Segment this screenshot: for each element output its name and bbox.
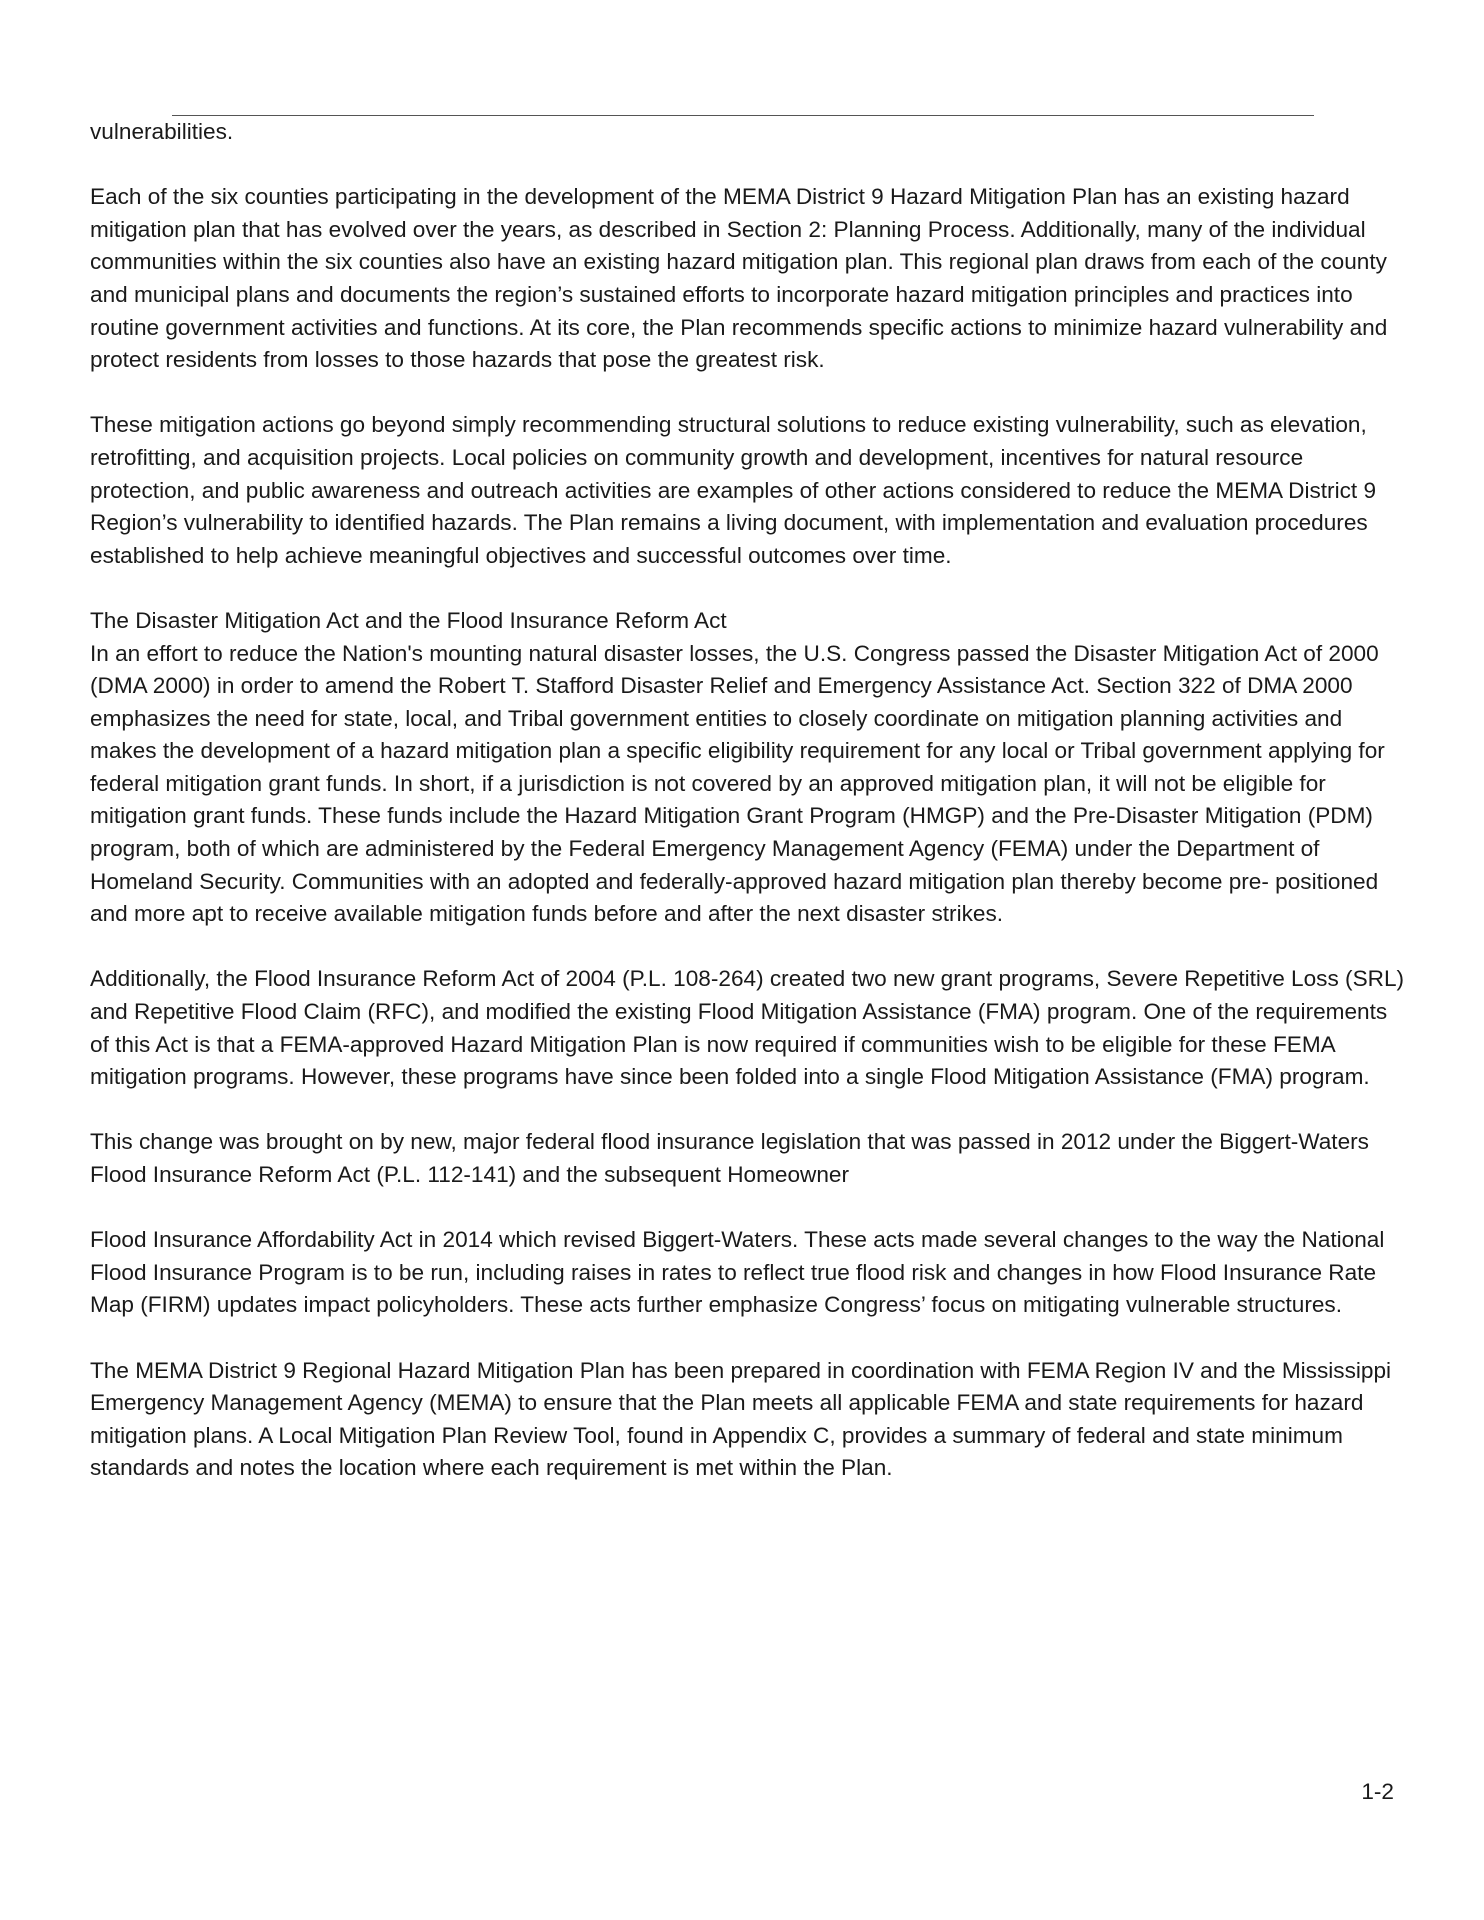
- paragraph-mitigation-actions: These mitigation actions go beyond simply recommending structural solutions to reduce existing vulnerability, such as elevation, retrofitting, and acquisition projects. Local policies on community growth and development, incentives for natural resource protection, and public awareness and outreach activities are examples of other actions considered to reduce the MEMA District 9 Region’s vulnerability to identified hazards. The Plan remains a living document, with implementation and evaluation procedures established to help achieve meaningful objectives and successful outcomes over time.: [90, 412, 1377, 568]
- paragraph-biggert-waters: This change was brought on by new, major federal flood insurance legislation that was passed in 2012 under the Biggert-Waters Flood Insurance Reform Act (P.L. 112-141) and the subsequent Homeowner: [90, 1129, 1369, 1187]
- body-text: [90, 116, 1410, 1518]
- paragraph-dma-2000: In an effort to reduce the Nation's mounting natural disaster losses, the U.S. Congress passed the Disaster Mitigation Act of 2000 (DMA 2000) in order to amend the Robert T. Stafford Disaster Relief and Emergency Assistance Act. Section 322 of DMA 2000 emphasizes the need for state, local, and Tribal government entities to closely coordinate on mitigation planning activities and makes the development of a hazard mitigation plan a specific eligibility requirement for any local or Tribal government applying for federal mitigation grant funds. In short, if a jurisdiction is not covered by an approved mitigation plan, it will not be eligible for mitigation grant funds. These funds include the Hazard Mitigation Grant Program (HMGP) and the Pre-Disaster Mitigation (PDM) program, both of which are administered by the Federal Emergency Management Agency (FEMA) under the Department of Homeland Security. Communities with an adopted and federally-approved hazard mitigation plan thereby become pre- positioned and more apt to receive available mitigation funds before and after the next disaster strikes.: [90, 640, 1385, 927]
- paragraph-flood-insurance-reform: Additionally, the Flood Insurance Reform Act of 2004 (P.L. 108-264) created two new grant programs, Severe Repetitive Loss (SRL) and Repetitive Flood Claim (RFC), and modified the existing Flood Mitigation Assistance (FMA) program. One of the requirements of this Act is that a FEMA-approved Hazard Mitigation Plan is now required if communities wish to be eligible for these FEMA mitigation programs. However, these programs have since been folded into a single Flood Mitigation Assistance (FMA) program.: [90, 966, 1405, 1090]
- paragraph-continuation: vulnerabilities.: [90, 119, 234, 144]
- paragraph-coordination: The MEMA District 9 Regional Hazard Mitigation Plan has been prepared in coordination with FEMA Region IV and the Mississippi Emergency Management Agency (MEMA) to ensure that the Plan meets all applicable FEMA and state requirements for hazard mitigation plans. A Local Mitigation Plan Review Tool, found in Appendix C, provides a summary of federal and state minimum standards and notes the location where each requirement is met within the Plan.: [90, 1357, 1392, 1481]
- page-number: 1-2: [1361, 1779, 1394, 1804]
- paragraph-counties-plans: Each of the six counties participating in the development of the MEMA District 9 Hazard Mitigation Plan has an existing hazard mitigation plan that has evolved over the years, as described in Section 2: Planning Process. Additionally, many of the individual communities within the six counties also have an existing hazard mitigation plan. This regional plan draws from each of the county and municipal plans and documents the region’s sustained efforts to incorporate hazard mitigation principles and practices into routine government activities and functions. At its core, the Plan recommends specific actions to minimize hazard vulnerability and protect residents from losses to those hazards that pose the greatest risk.: [90, 184, 1388, 373]
- paragraph-affordability-act: Flood Insurance Affordability Act in 2014 which revised Biggert-Waters. These acts made several changes to the way the National Flood Insurance Program is to be run, including raises in rates to reflect true flood risk and changes in how Flood Insurance Rate Map (FIRM) updates impact policyholders. These acts further emphasize Congress’ focus on mitigating vulnerable structures.: [90, 1227, 1385, 1318]
- section-heading: The Disaster Mitigation Act and the Flood Insurance Reform Act: [90, 607, 727, 633]
